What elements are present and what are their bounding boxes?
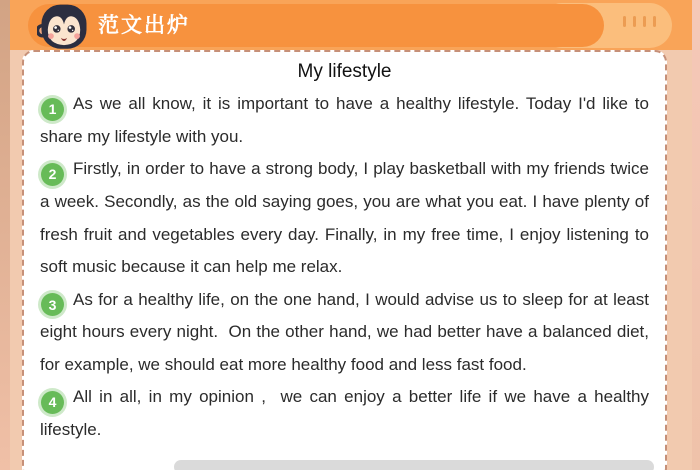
decoration-tick-icon [653,16,656,27]
right-edge-strip [692,0,700,470]
decoration-tick-icon [623,16,626,27]
header-bar [10,0,692,50]
essay-paragraph-1 [40,88,654,153]
left-edge-strip [0,0,10,470]
paragraph-number-badge: 1 [41,98,64,121]
paragraph-number-badge: 3 [41,293,64,316]
header-banner [28,4,604,47]
next-content-cutoff-bar [174,460,654,470]
paragraph-text: As we all know, it is important to have a healthy lifestyle. Today I'd like to share my lifestyle with you. [40,94,654,146]
monkey-mascot-icon [37,1,91,55]
decoration-tick-icon [643,16,646,27]
decoration-tick-icon [633,16,636,27]
paragraph-number-badge: 4 [41,391,64,414]
essay-title: My lifestyle [297,61,392,82]
paragraph-text: Firstly, in order to have a strong body, I play basketball with my friends twice a week. Secondly, as the old saying goes, you are what you eat. I have plenty of fresh fruit and vegetables every day. Finally, in my free time, I enjoy listening to soft music because it can help me relax. [40,159,654,276]
paragraph-number-badge: 2 [41,163,64,186]
header-title: 范文出炉 [98,14,190,37]
essay-paragraph-4 [40,381,654,446]
paragraph-text: As for a healthy life, on the one hand, I would advise us to sleep for at least eight hours every night. On the other hand, we had better have a balanced diet, for example, we should eat more healthy food and less fast food. [40,289,654,374]
essay-card[interactable] [22,50,667,470]
essay-paragraph-3 [40,284,654,382]
decoration-ticks [623,16,656,27]
essay-paragraph-2 [40,153,654,283]
paragraph-text: All in all, in my opinion , we can enjoy a better life if we have a healthy lifestyle. [40,387,654,439]
